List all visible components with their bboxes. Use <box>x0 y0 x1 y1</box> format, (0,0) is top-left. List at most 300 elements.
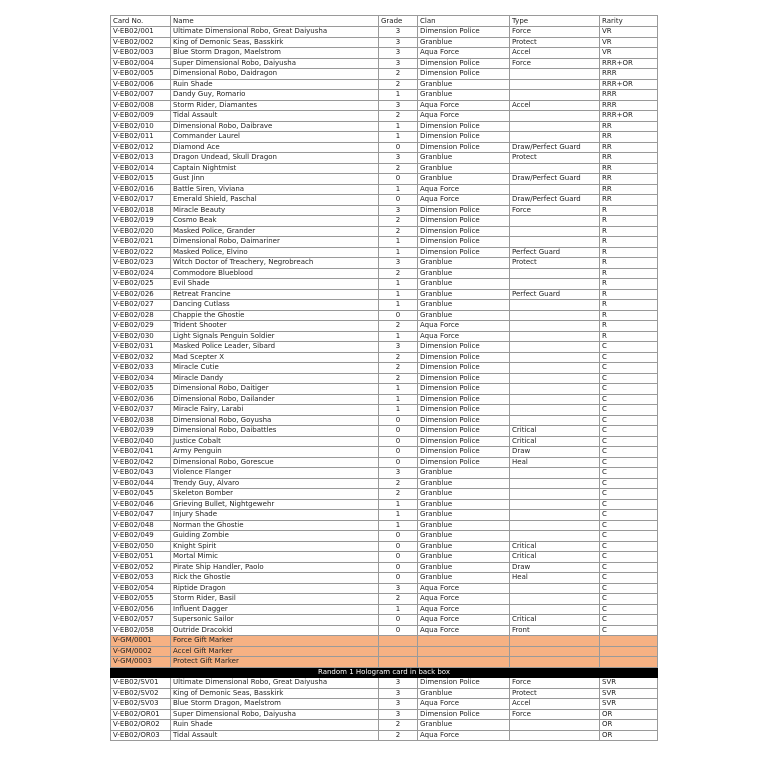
card-no-cell: V-EB02/030 <box>111 331 171 342</box>
rarity-cell: C <box>600 625 658 636</box>
type-cell: Critical <box>510 615 600 626</box>
clan-cell: Granblue <box>418 541 510 552</box>
table-row <box>111 48 658 59</box>
card-no-cell: V-EB02/006 <box>111 79 171 90</box>
card-no-cell: V-EB02/OR01 <box>111 709 171 720</box>
grade-cell: 1 <box>379 279 418 290</box>
clan-cell: Granblue <box>418 289 510 300</box>
rarity-cell: C <box>600 510 658 521</box>
clan-cell: Aqua Force <box>418 604 510 615</box>
table-row <box>111 132 658 143</box>
grade-cell: 3 <box>379 583 418 594</box>
card-rows <box>111 27 658 636</box>
header-card-no: Card No. <box>111 16 171 27</box>
card-no-cell: V-EB02/008 <box>111 100 171 111</box>
gift-row <box>111 636 658 647</box>
rarity-cell: R <box>600 216 658 227</box>
card-name-cell: Ultimate Dimensional Robo, Great Daiyusha <box>171 27 379 38</box>
clan-cell: Granblue <box>418 468 510 479</box>
card-no-cell: V-EB02/057 <box>111 615 171 626</box>
table-row <box>111 489 658 500</box>
grade-cell: 0 <box>379 562 418 573</box>
card-name-cell: Army Penguin <box>171 447 379 458</box>
rarity-cell: C <box>600 447 658 458</box>
card-no-cell: V-EB02/026 <box>111 289 171 300</box>
type-cell <box>510 394 600 405</box>
card-name-cell: Mad Scepter X <box>171 352 379 363</box>
gift-row <box>111 657 658 668</box>
rarity-cell: VR <box>600 27 658 38</box>
grade-cell: 3 <box>379 153 418 164</box>
type-cell: Front <box>510 625 600 636</box>
card-name-cell: Dimensional Robo, Daimariner <box>171 237 379 248</box>
clan-cell: Aqua Force <box>418 331 510 342</box>
table-row <box>111 79 658 90</box>
type-cell <box>510 310 600 321</box>
card-name-cell: Miracle Dandy <box>171 373 379 384</box>
card-no-cell: V-EB02/004 <box>111 58 171 69</box>
card-no-cell: V-EB02/037 <box>111 405 171 416</box>
card-no-cell: V-EB02/038 <box>111 415 171 426</box>
type-cell <box>510 111 600 122</box>
clan-cell: Aqua Force <box>418 195 510 206</box>
rarity-cell: C <box>600 415 658 426</box>
clan-cell: Granblue <box>418 562 510 573</box>
grade-cell: 2 <box>379 720 418 731</box>
type-cell: Draw/Perfect Guard <box>510 195 600 206</box>
table-row <box>111 37 658 48</box>
clan-cell: Aqua Force <box>418 184 510 195</box>
rarity-cell: R <box>600 268 658 279</box>
gift-marker-rows <box>111 636 658 668</box>
table-row <box>111 153 658 164</box>
rarity-cell: C <box>600 583 658 594</box>
table-row <box>111 520 658 531</box>
rarity-cell: RR <box>600 132 658 143</box>
type-cell <box>510 478 600 489</box>
card-no-cell: V-EB02/028 <box>111 310 171 321</box>
clan-cell: Granblue <box>418 268 510 279</box>
card-no-cell: V-GM/0003 <box>111 657 171 668</box>
clan-cell: Granblue <box>418 720 510 731</box>
type-cell <box>510 279 600 290</box>
type-cell: Accel <box>510 100 600 111</box>
type-cell <box>510 363 600 374</box>
grade-cell: 2 <box>379 730 418 741</box>
table-row <box>111 342 658 353</box>
rarity-cell: C <box>600 541 658 552</box>
card-name-cell: Accel Gift Marker <box>171 646 379 657</box>
card-name-cell: Justice Cobalt <box>171 436 379 447</box>
rarity-cell: RR <box>600 142 658 153</box>
table-row <box>111 237 658 248</box>
rarity-cell: R <box>600 205 658 216</box>
clan-cell: Granblue <box>418 79 510 90</box>
card-no-cell: V-EB02/054 <box>111 583 171 594</box>
grade-cell: 0 <box>379 531 418 542</box>
card-name-cell: Blue Storm Dragon, Maelstrom <box>171 48 379 59</box>
card-no-cell: V-EB02/044 <box>111 478 171 489</box>
card-name-cell: Rick the Ghostie <box>171 573 379 584</box>
table-row <box>111 436 658 447</box>
type-cell <box>510 226 600 237</box>
card-name-cell: Retreat Francine <box>171 289 379 300</box>
grade-cell: 1 <box>379 300 418 311</box>
card-name-cell: King of Demonic Seas, Basskirk <box>171 688 379 699</box>
card-no-cell: V-EB02/021 <box>111 237 171 248</box>
type-cell <box>510 730 600 741</box>
table-row <box>111 552 658 563</box>
card-no-cell: V-EB02/OR03 <box>111 730 171 741</box>
card-name-cell: Tidal Assault <box>171 111 379 122</box>
gift-row <box>111 646 658 657</box>
rarity-cell: C <box>600 531 658 542</box>
table-row <box>111 321 658 332</box>
table-row <box>111 384 658 395</box>
rarity-cell: C <box>600 394 658 405</box>
grade-cell: 1 <box>379 394 418 405</box>
clan-cell: Aqua Force <box>418 625 510 636</box>
card-name-cell: Violence Flanger <box>171 468 379 479</box>
type-cell: Protect <box>510 688 600 699</box>
clan-cell: Dimension Police <box>418 216 510 227</box>
card-name-cell: Grieving Bullet, Nightgewehr <box>171 499 379 510</box>
card-no-cell: V-EB02/010 <box>111 121 171 132</box>
card-no-cell: V-EB02/049 <box>111 531 171 542</box>
clan-cell: Dimension Police <box>418 247 510 258</box>
clan-cell: Granblue <box>418 531 510 542</box>
grade-cell: 1 <box>379 604 418 615</box>
rarity-cell: RR <box>600 184 658 195</box>
rarity-cell: C <box>600 384 658 395</box>
rarity-cell: C <box>600 405 658 416</box>
card-name-cell: Dimensional Robo, Dailander <box>171 394 379 405</box>
card-name-cell: Captain Nightmist <box>171 163 379 174</box>
table-row <box>111 583 658 594</box>
rarity-cell: RRR <box>600 100 658 111</box>
card-name-cell: Pirate Ship Handler, Paolo <box>171 562 379 573</box>
table-row <box>111 447 658 458</box>
clan-cell: Dimension Police <box>418 457 510 468</box>
rarity-cell: R <box>600 279 658 290</box>
table-row <box>111 352 658 363</box>
table-row <box>111 205 658 216</box>
card-no-cell: V-EB02/035 <box>111 384 171 395</box>
table-row <box>111 394 658 405</box>
type-cell: Draw <box>510 447 600 458</box>
grade-cell: 1 <box>379 184 418 195</box>
rarity-cell: R <box>600 258 658 269</box>
clan-cell: Dimension Police <box>418 342 510 353</box>
card-no-cell: V-EB02/039 <box>111 426 171 437</box>
clan-cell: Aqua Force <box>418 321 510 332</box>
table-row <box>111 594 658 605</box>
card-name-cell: Riptide Dragon <box>171 583 379 594</box>
rarity-cell: R <box>600 247 658 258</box>
table-row <box>111 58 658 69</box>
card-no-cell: V-EB02/055 <box>111 594 171 605</box>
rarity-cell: OR <box>600 720 658 731</box>
type-cell <box>510 583 600 594</box>
type-cell <box>510 499 600 510</box>
type-cell <box>510 321 600 332</box>
grade-cell <box>379 657 418 668</box>
clan-cell: Granblue <box>418 552 510 563</box>
card-name-cell: Tidal Assault <box>171 730 379 741</box>
grade-cell: 3 <box>379 37 418 48</box>
clan-cell: Granblue <box>418 90 510 101</box>
table-row <box>111 163 658 174</box>
grade-cell: 1 <box>379 90 418 101</box>
special-row <box>111 699 658 710</box>
card-no-cell: V-EB02/020 <box>111 226 171 237</box>
grade-cell <box>379 636 418 647</box>
rarity-cell <box>600 657 658 668</box>
card-name-cell: Gust Jinn <box>171 174 379 185</box>
grade-cell: 3 <box>379 468 418 479</box>
type-cell <box>510 132 600 143</box>
grade-cell: 0 <box>379 174 418 185</box>
type-cell <box>510 373 600 384</box>
special-row <box>111 730 658 741</box>
clan-cell: Granblue <box>418 163 510 174</box>
rarity-cell: R <box>600 300 658 311</box>
rarity-cell: R <box>600 321 658 332</box>
table-row <box>111 195 658 206</box>
table-row <box>111 510 658 521</box>
card-no-cell: V-EB02/041 <box>111 447 171 458</box>
card-name-cell: Dragon Undead, Skull Dragon <box>171 153 379 164</box>
table-row <box>111 69 658 80</box>
grade-cell: 2 <box>379 594 418 605</box>
card-no-cell: V-EB02/047 <box>111 510 171 521</box>
type-cell <box>510 184 600 195</box>
card-no-cell: V-EB02/007 <box>111 90 171 101</box>
card-no-cell: V-EB02/OR02 <box>111 720 171 731</box>
header-name: Name <box>171 16 379 27</box>
card-name-cell: Blue Storm Dragon, Maelstrom <box>171 699 379 710</box>
card-name-cell: Protect Gift Marker <box>171 657 379 668</box>
type-cell <box>510 121 600 132</box>
banner-row <box>111 667 658 678</box>
rarity-cell: C <box>600 457 658 468</box>
grade-cell: 3 <box>379 27 418 38</box>
card-name-cell: Masked Police Leader, Sibard <box>171 342 379 353</box>
grade-cell <box>379 646 418 657</box>
type-cell <box>510 331 600 342</box>
clan-cell: Dimension Police <box>418 373 510 384</box>
rarity-cell: RR <box>600 163 658 174</box>
card-name-cell: Dimensional Robo, Goyusha <box>171 415 379 426</box>
grade-cell: 0 <box>379 457 418 468</box>
grade-cell: 2 <box>379 226 418 237</box>
type-cell: Force <box>510 678 600 689</box>
card-no-cell: V-EB02/053 <box>111 573 171 584</box>
card-no-cell: V-EB02/023 <box>111 258 171 269</box>
type-cell: Critical <box>510 426 600 437</box>
type-cell <box>510 237 600 248</box>
card-name-cell: Chappie the Ghostie <box>171 310 379 321</box>
rarity-cell: C <box>600 373 658 384</box>
rarity-cell: C <box>600 594 658 605</box>
header-clan: Clan <box>418 16 510 27</box>
card-name-cell: Mortal Mimic <box>171 552 379 563</box>
card-name-cell: Ultimate Dimensional Robo, Great Daiyusha <box>171 678 379 689</box>
grade-cell: 2 <box>379 352 418 363</box>
rarity-cell: RR <box>600 195 658 206</box>
card-name-cell: Diamond Ace <box>171 142 379 153</box>
grade-cell: 0 <box>379 615 418 626</box>
grade-cell: 2 <box>379 321 418 332</box>
card-no-cell: V-EB02/051 <box>111 552 171 563</box>
rarity-cell: R <box>600 331 658 342</box>
grade-cell: 3 <box>379 58 418 69</box>
clan-cell: Granblue <box>418 300 510 311</box>
card-name-cell: Light Signals Penguin Soldier <box>171 331 379 342</box>
card-no-cell: V-EB02/SV03 <box>111 699 171 710</box>
clan-cell: Dimension Police <box>418 27 510 38</box>
type-cell: Draw/Perfect Guard <box>510 174 600 185</box>
card-name-cell: Dimensional Robo, Gorescue <box>171 457 379 468</box>
table-row <box>111 184 658 195</box>
rarity-cell: OR <box>600 730 658 741</box>
card-name-cell: Skeleton Bomber <box>171 489 379 500</box>
table-row <box>111 531 658 542</box>
type-cell: Critical <box>510 541 600 552</box>
card-name-cell: Witch Doctor of Treachery, Negrobreach <box>171 258 379 269</box>
special-row <box>111 688 658 699</box>
clan-cell: Dimension Police <box>418 447 510 458</box>
clan-cell: Granblue <box>418 174 510 185</box>
grade-cell: 1 <box>379 384 418 395</box>
table-row <box>111 604 658 615</box>
clan-cell: Aqua Force <box>418 730 510 741</box>
card-no-cell: V-EB02/056 <box>111 604 171 615</box>
card-name-cell: Miracle Cutie <box>171 363 379 374</box>
grade-cell: 2 <box>379 489 418 500</box>
grade-cell: 0 <box>379 573 418 584</box>
grade-cell: 2 <box>379 363 418 374</box>
card-name-cell: King of Demonic Seas, Basskirk <box>171 37 379 48</box>
clan-cell: Dimension Police <box>418 678 510 689</box>
type-cell <box>510 468 600 479</box>
card-name-cell: Miracle Fairy, Larabi <box>171 405 379 416</box>
card-name-cell: Commodore Blueblood <box>171 268 379 279</box>
card-name-cell: Super Dimensional Robo, Daiyusha <box>171 58 379 69</box>
rarity-cell: C <box>600 436 658 447</box>
type-cell <box>510 163 600 174</box>
card-no-cell: V-EB02/034 <box>111 373 171 384</box>
grade-cell: 0 <box>379 625 418 636</box>
grade-cell: 2 <box>379 69 418 80</box>
card-name-cell: Miracle Beauty <box>171 205 379 216</box>
clan-cell: Aqua Force <box>418 594 510 605</box>
type-cell <box>510 79 600 90</box>
clan-cell: Granblue <box>418 688 510 699</box>
grade-cell: 1 <box>379 121 418 132</box>
grade-cell: 3 <box>379 688 418 699</box>
type-cell: Perfect Guard <box>510 289 600 300</box>
banner-section <box>111 667 658 678</box>
type-cell <box>510 384 600 395</box>
type-cell: Heal <box>510 457 600 468</box>
table-row <box>111 573 658 584</box>
clan-cell: Dimension Police <box>418 384 510 395</box>
table-row <box>111 426 658 437</box>
grade-cell: 0 <box>379 541 418 552</box>
clan-cell: Dimension Police <box>418 121 510 132</box>
clan-cell: Granblue <box>418 279 510 290</box>
table-row <box>111 90 658 101</box>
type-cell: Heal <box>510 573 600 584</box>
clan-cell: Dimension Police <box>418 405 510 416</box>
card-no-cell: V-EB02/005 <box>111 69 171 80</box>
card-name-cell: Emerald Shield, Paschal <box>171 195 379 206</box>
rarity-cell: C <box>600 468 658 479</box>
card-no-cell: V-EB02/046 <box>111 499 171 510</box>
type-cell: Draw <box>510 562 600 573</box>
type-cell <box>510 69 600 80</box>
grade-cell: 3 <box>379 699 418 710</box>
card-name-cell: Battle Siren, Viviana <box>171 184 379 195</box>
rarity-cell: OR <box>600 709 658 720</box>
grade-cell: 0 <box>379 426 418 437</box>
card-no-cell: V-EB02/036 <box>111 394 171 405</box>
card-name-cell: Force Gift Marker <box>171 636 379 647</box>
type-cell <box>510 352 600 363</box>
grade-cell: 0 <box>379 142 418 153</box>
rarity-cell: C <box>600 363 658 374</box>
grade-cell: 1 <box>379 289 418 300</box>
grade-cell: 3 <box>379 258 418 269</box>
card-no-cell: V-EB02/029 <box>111 321 171 332</box>
grade-cell: 3 <box>379 48 418 59</box>
clan-cell: Granblue <box>418 489 510 500</box>
grade-cell: 1 <box>379 499 418 510</box>
clan-cell <box>418 646 510 657</box>
card-name-cell: Dimensional Robo, Daidragon <box>171 69 379 80</box>
type-cell <box>510 489 600 500</box>
type-cell <box>510 594 600 605</box>
type-cell: Protect <box>510 153 600 164</box>
card-no-cell: V-EB02/031 <box>111 342 171 353</box>
card-no-cell: V-GM/0001 <box>111 636 171 647</box>
type-cell: Draw/Perfect Guard <box>510 142 600 153</box>
rarity-cell: RRR+OR <box>600 111 658 122</box>
clan-cell: Granblue <box>418 510 510 521</box>
rarity-cell: R <box>600 310 658 321</box>
clan-cell: Dimension Police <box>418 69 510 80</box>
table-row <box>111 121 658 132</box>
type-cell <box>510 636 600 647</box>
clan-cell: Granblue <box>418 258 510 269</box>
clan-cell: Dimension Police <box>418 226 510 237</box>
table-row <box>111 310 658 321</box>
type-cell: Protect <box>510 258 600 269</box>
card-no-cell: V-EB02/SV01 <box>111 678 171 689</box>
clan-cell: Granblue <box>418 478 510 489</box>
rarity-cell <box>600 646 658 657</box>
grade-cell: 3 <box>379 709 418 720</box>
card-no-cell: V-EB02/015 <box>111 174 171 185</box>
grade-cell: 3 <box>379 100 418 111</box>
type-cell: Force <box>510 205 600 216</box>
clan-cell <box>418 657 510 668</box>
grade-cell: 2 <box>379 216 418 227</box>
table-row <box>111 111 658 122</box>
rarity-cell: RRR <box>600 69 658 80</box>
card-name-cell: Trident Shooter <box>171 321 379 332</box>
